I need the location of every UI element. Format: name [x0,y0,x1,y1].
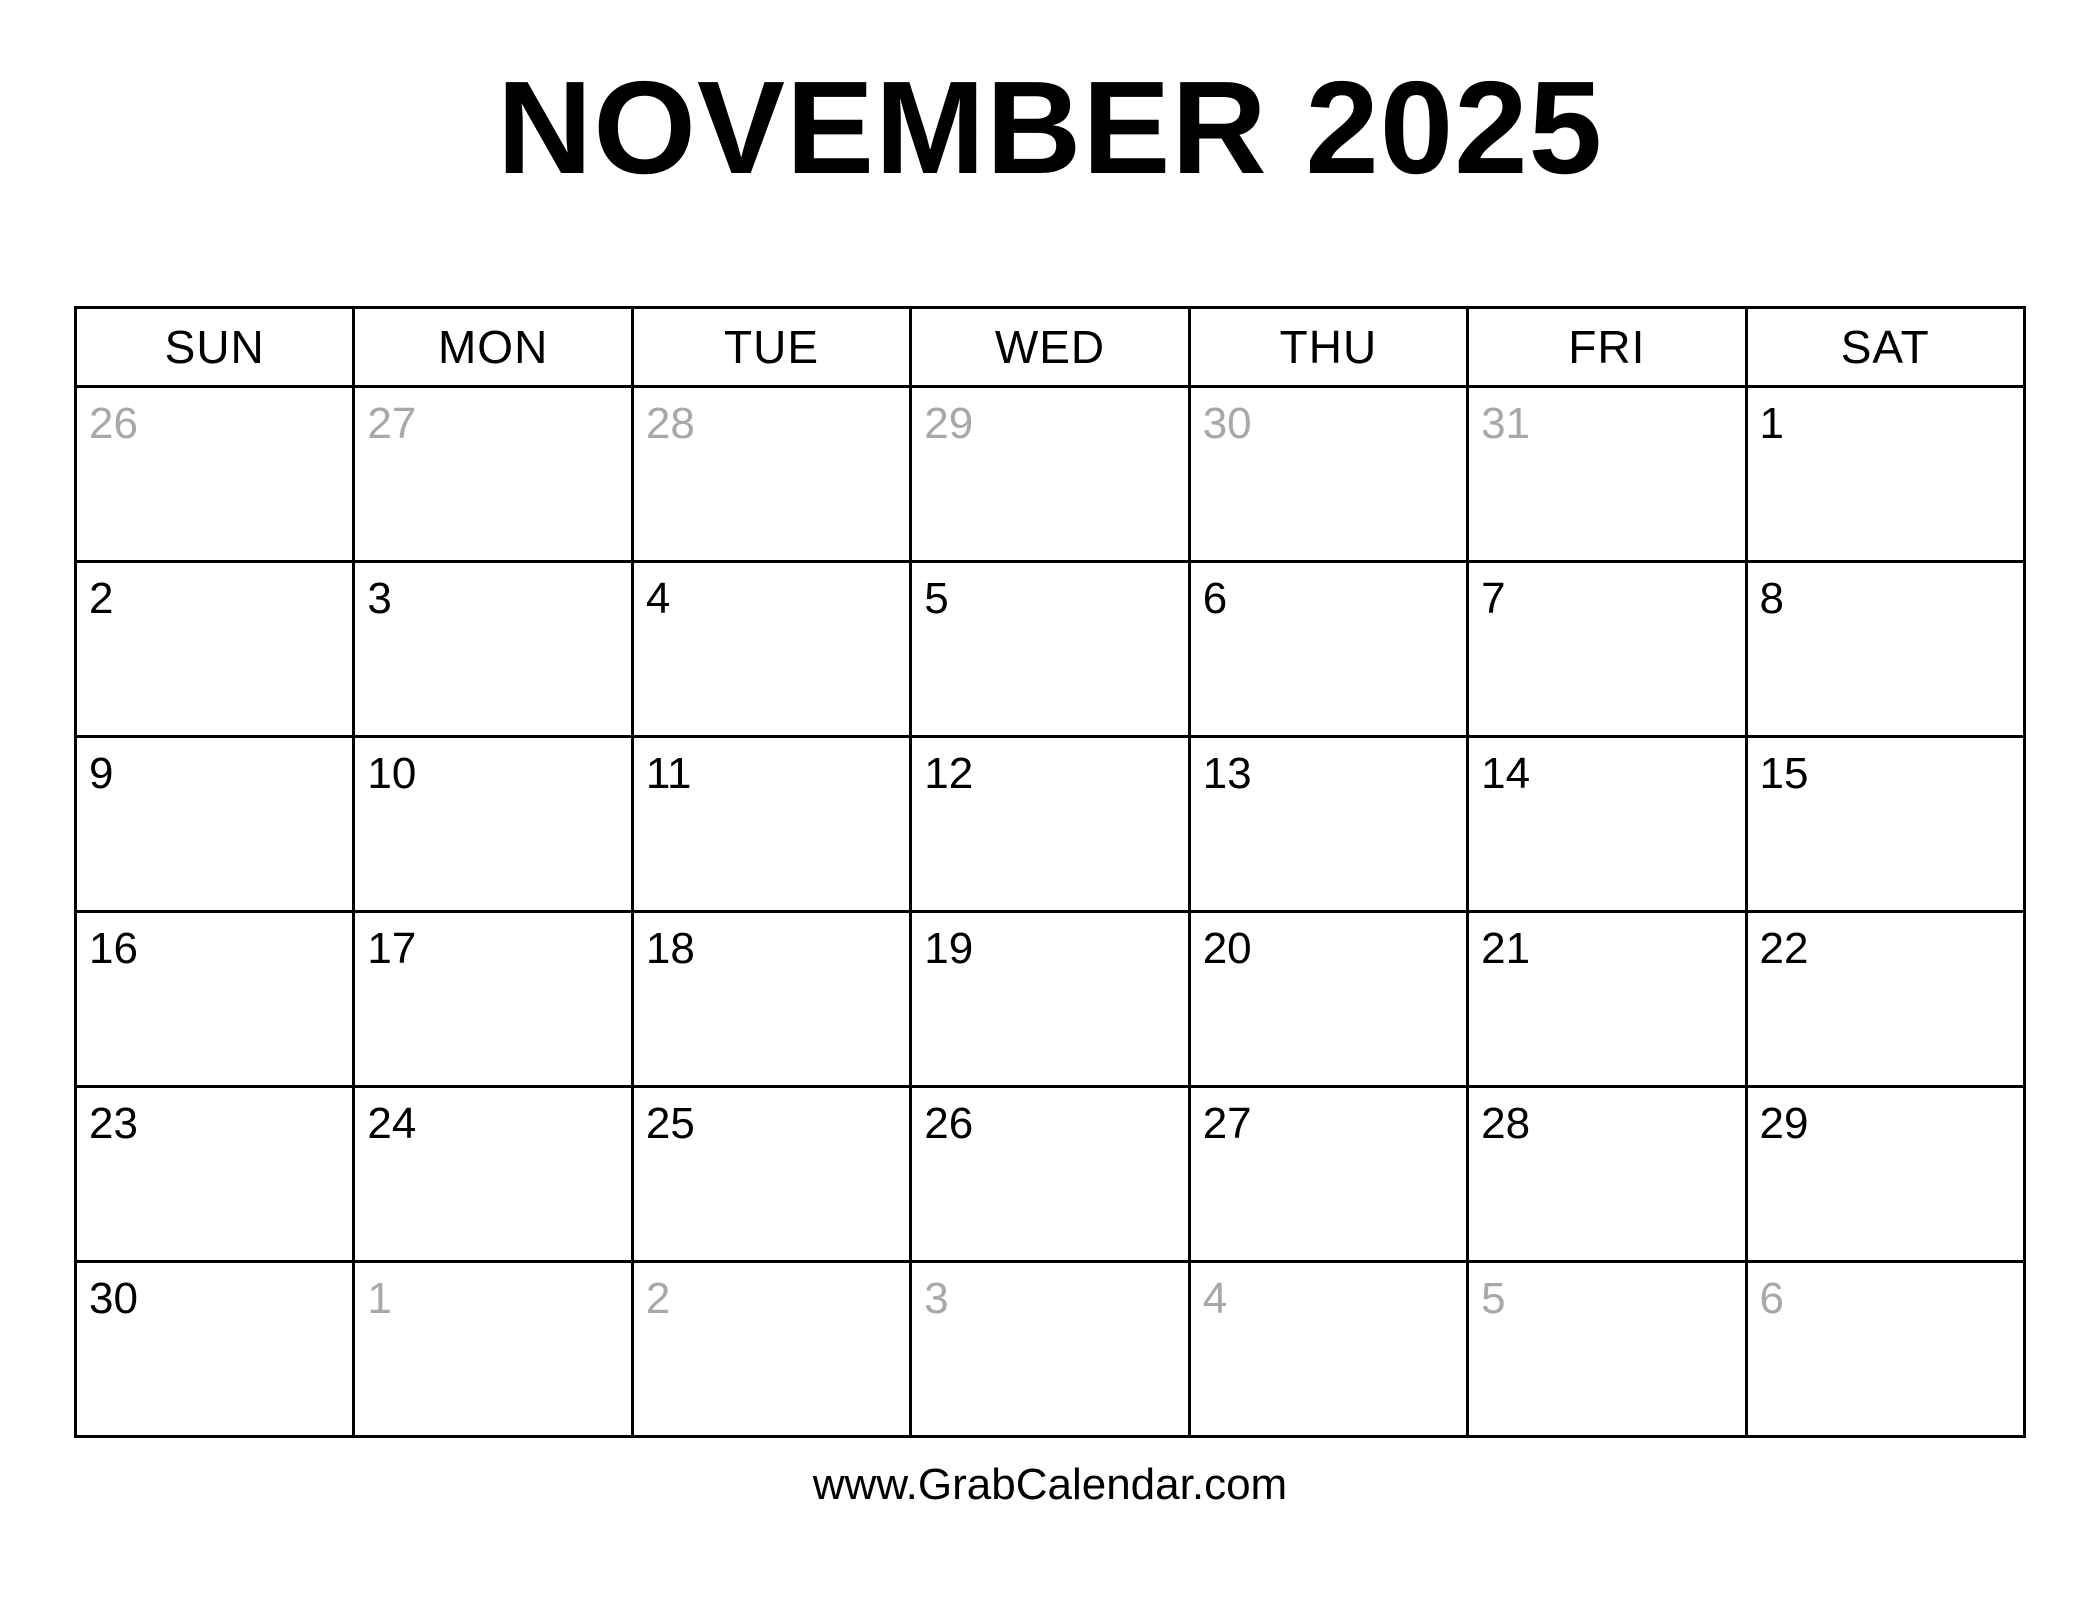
day-cell[interactable] [1468,1262,1746,1437]
day-number: 9 [89,749,114,798]
day-cell[interactable] [911,1262,1189,1437]
day-cell[interactable] [76,562,354,737]
weekday-header-tue: TUE [632,308,910,387]
day-cell[interactable] [354,737,632,912]
day-cell[interactable] [76,1087,354,1262]
day-cell[interactable] [1468,387,1746,562]
day-number: 23 [89,1099,138,1148]
day-number: 20 [1202,924,1252,973]
day-cell[interactable] [1189,737,1467,912]
day-number: 22 [1759,924,1809,973]
day-number: 29 [1759,1099,1809,1148]
day-number: 12 [924,749,974,798]
day-cell[interactable] [1189,912,1467,1087]
page-title: NOVEMBER 2025 [496,54,1604,201]
day-cell[interactable] [911,1087,1189,1262]
day-number: 5 [1481,1274,1506,1323]
day-cell[interactable] [1746,1087,2024,1262]
day-cell[interactable] [1746,737,2024,912]
weeks-body [76,387,2025,1437]
day-number: 10 [367,749,417,798]
day-number: 15 [1759,749,1809,798]
day-number: 4 [1202,1274,1228,1323]
day-number: 25 [645,1099,695,1148]
day-number: 27 [1202,1099,1252,1148]
day-cell[interactable] [354,912,632,1087]
weekday-header-mon: MON [354,308,632,387]
day-cell[interactable] [1189,1262,1467,1437]
day-number: 5 [924,574,949,623]
day-number: 2 [89,574,114,623]
day-cell[interactable] [911,387,1189,562]
week-row [76,562,2025,737]
day-number: 26 [924,1099,974,1148]
week-row [76,1262,2025,1437]
day-cell[interactable] [632,1262,910,1437]
day-cell[interactable] [354,562,632,737]
day-cell[interactable] [632,562,910,737]
weekday-header-row [76,308,2025,387]
day-number: 14 [1481,749,1531,798]
day-cell[interactable] [354,1087,632,1262]
day-cell[interactable] [1189,1087,1467,1262]
day-number: 4 [645,574,671,623]
day-cell[interactable] [354,1262,632,1437]
day-number: 21 [1481,924,1531,973]
day-number: 31 [1481,399,1531,448]
day-cell[interactable] [1468,737,1746,912]
day-number: 27 [367,399,417,448]
day-cell[interactable] [76,1262,354,1437]
weekday-header-sun: SUN [76,308,354,387]
day-number: 3 [924,1274,949,1323]
day-number: 28 [1481,1099,1531,1148]
day-number: 2 [645,1274,671,1323]
day-number: 6 [1759,1274,1785,1323]
day-cell[interactable] [76,387,354,562]
day-cell[interactable] [354,387,632,562]
day-cell[interactable] [632,387,910,562]
day-cell[interactable] [1746,912,2024,1087]
weekday-header-thu: THU [1189,308,1467,387]
day-cell[interactable] [1746,387,2024,562]
day-number: 19 [924,924,974,973]
day-cell[interactable] [632,912,910,1087]
weekday-header-sat: SAT [1746,308,2024,387]
day-number: 8 [1759,574,1785,623]
week-row [76,912,2025,1087]
weekday-header-wed: WED [911,308,1189,387]
day-number: 30 [1202,399,1252,448]
day-cell[interactable] [76,912,354,1087]
day-cell[interactable] [76,737,354,912]
day-number: 6 [1202,574,1228,623]
day-number: 11 [645,749,692,798]
day-number: 17 [367,924,417,973]
day-cell[interactable] [1746,1262,2024,1437]
day-number: 1 [367,1274,392,1323]
day-cell[interactable] [1189,387,1467,562]
day-number: 18 [645,924,695,973]
day-cell[interactable] [1468,562,1746,737]
month-grid [74,306,2026,1438]
day-cell[interactable] [911,737,1189,912]
day-number: 1 [1759,399,1785,448]
day-number: 7 [1481,574,1506,623]
day-cell[interactable] [911,562,1189,737]
day-number: 29 [924,399,974,448]
day-cell[interactable] [1189,562,1467,737]
day-cell[interactable] [911,912,1189,1087]
day-cell[interactable] [632,737,910,912]
day-number: 3 [367,574,392,623]
day-number: 26 [89,399,138,448]
day-number: 13 [1202,749,1252,798]
day-cell[interactable] [632,1087,910,1262]
day-cell[interactable] [1746,562,2024,737]
weekday-header-fri: FRI [1468,308,1746,387]
day-number: 24 [367,1099,417,1148]
day-number: 30 [89,1274,138,1323]
day-cell[interactable] [1468,1087,1746,1262]
week-row [76,1087,2025,1262]
week-row [76,387,2025,562]
site-url: www.GrabCalendar.com [812,1460,1288,1509]
week-row [76,737,2025,912]
day-number: 16 [89,924,138,973]
day-number: 28 [645,399,695,448]
day-cell[interactable] [1468,912,1746,1087]
